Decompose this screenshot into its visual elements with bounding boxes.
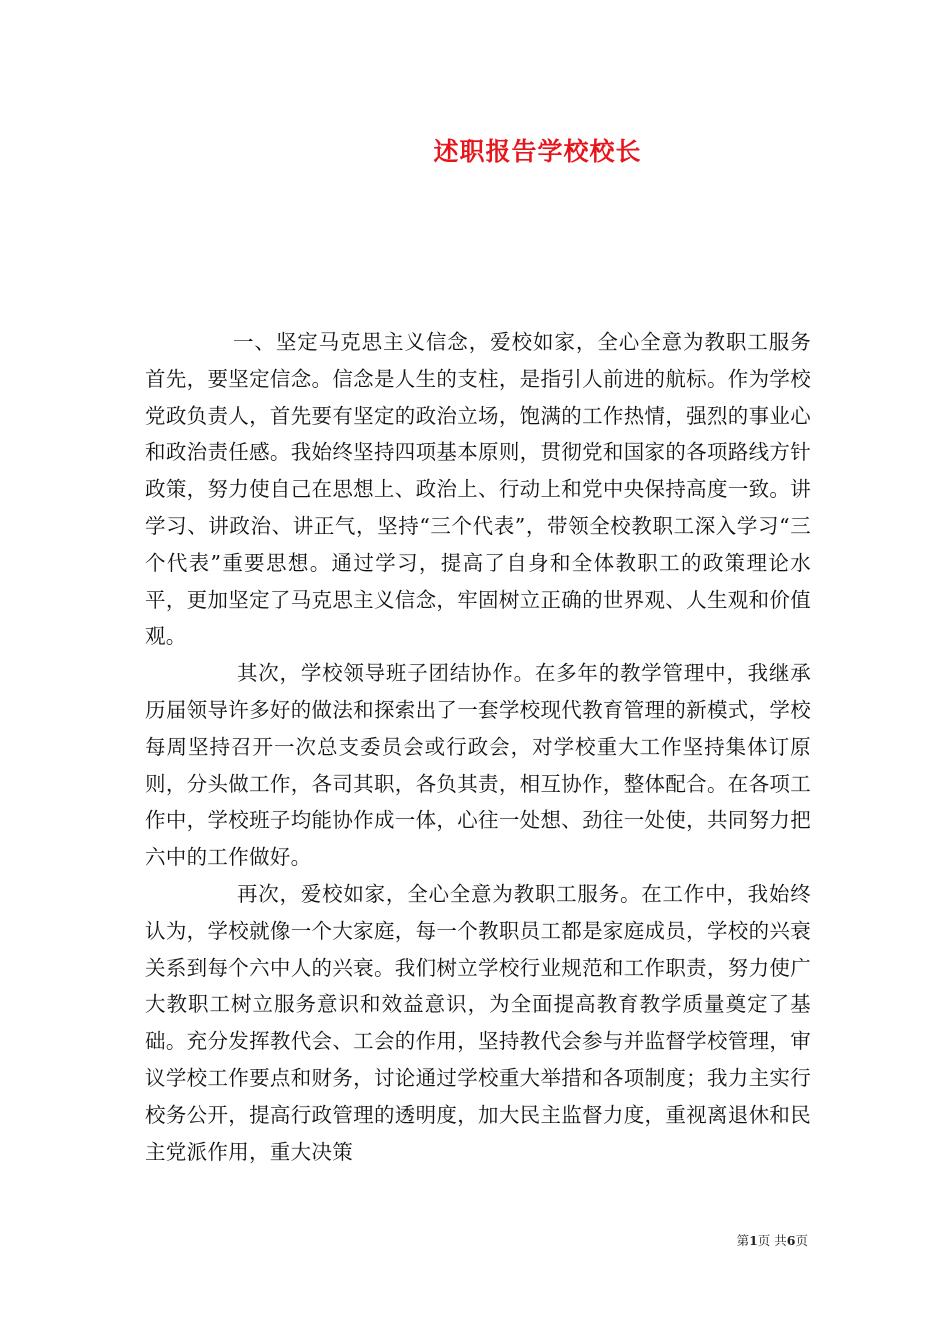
footer-prefix: 第 [736,1233,750,1248]
paragraph-3: 再次，爱校如家，全心全意为教职工服务。在工作中，我始终认为，学校就像一个大家庭，每一个教职员工都是家庭成员，学校的兴衰关系到每个六中人的兴衰。我们树立学校行业规范和工作职责，努力使广大教职工树立服务意识和效益意识，为全面提高教育教学质量奠定了基础。充分发挥教代会、工会的作用，坚持教代会参与并监督学校管理，审议学校工作要点和财务，讨论通过学校重大举措和各项制度；我力主实行校务公开，提高行政管理的透明度，加大民主监督力度，重视离退休和民主党派作用，重大决策 [145,881,811,1164]
page-footer [737,1231,808,1249]
document-title: 述职报告学校校长 [433,137,642,166]
paragraph-2: 其次，学校领导班子团结协作。在多年的教学管理中，我继承历届领导许多好的做法和探索出了一套学校现代教育管理的新模式，学校每周坚持召开一次总支委员会或行政会，对学校重大工作坚持集体订原则，分头做工作，各司其职，各负其责，相互协作，整体配合。在各项工作中，学校班子均能协作成一体，心往一处想、劲往一处使，共同努力把六中的工作做好。 [145,661,811,870]
paragraph-1: 一、坚定马克思主义信念，爱校如家，全心全意为教职工服务首先，要坚定信念。信念是人生的支柱，是指引人前进的航标。作为学校党政负责人，首先要有坚定的政治立场，饱满的工作热情，强烈的事业心和政治责任感。我始终坚持四项基本原则，贯彻党和国家的各项路线方针政策，努力使自己在思想上、政治上、行动上和党中央保持高度一致。讲学习、讲政治、讲正气，坚持“三个代表”，带领全校教职工深入学习“三个代表”重要思想。通过学习，提高了自身和全体教职工的政策理论水平，更加坚定了马克思主义信念，牢固树立正确的世界观、人生观和价值观。 [145,330,811,649]
document-body [145,324,811,1170]
footer-middle: 页 共 [757,1233,787,1248]
footer-suffix: 页 [795,1233,808,1248]
footer-total-pages: 6 [786,1233,796,1248]
footer-current-page: 1 [749,1233,758,1248]
